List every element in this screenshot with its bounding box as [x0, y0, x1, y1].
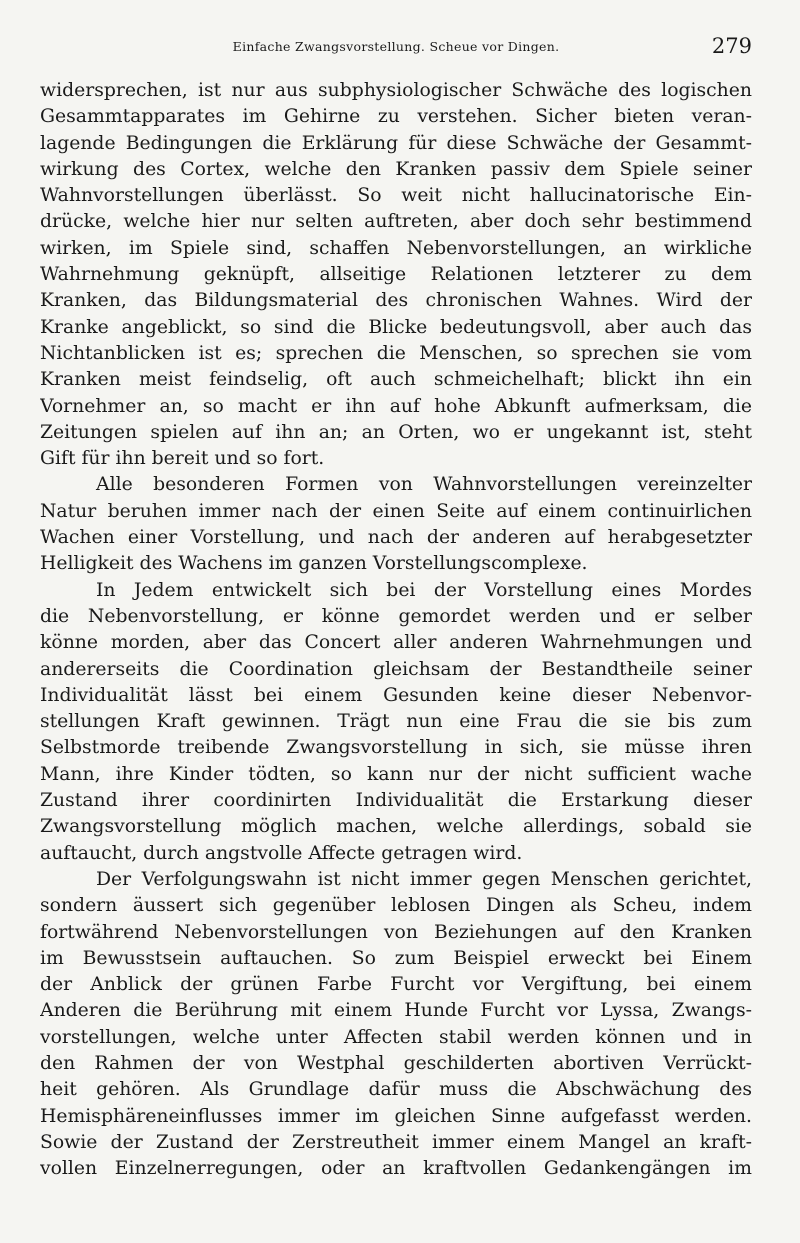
text-line: heit gehören. Als Grundlage dafür muss die Abschwächung des: [40, 1079, 752, 1101]
text-line: könne morden, aber das Concert aller anderen Wahrnehmungen und: [40, 632, 752, 654]
text-line: Wahnvorstellungen überlässt. So weit nicht hallucinatorische Ein-: [40, 185, 752, 207]
text-line: Gift für ihn bereit und so fort.: [40, 448, 325, 470]
text-line: Wachen einer Vorstellung, und nach der anderen auf herabgesetzter: [40, 527, 752, 549]
text-line: wirken, im Spiele sind, schaffen Nebenvorstellungen, an wirkliche: [40, 237, 752, 259]
text-line: wirkung des Cortex, welche den Kranken passiv dem Spiele seiner: [40, 158, 752, 180]
text-line: vorstellungen, welche unter Affecten stabil werden können und in: [40, 1026, 752, 1048]
text-line: Helligkeit des Wachens im ganzen Vorstellungscomplexe.: [40, 553, 588, 575]
text-line: fortwährend Nebenvorstellungen von Beziehungen auf den Kranken: [40, 921, 752, 943]
text-line: drücke, welche hier nur selten auftreten, aber doch sehr bestimmend: [40, 211, 752, 233]
body-text: [40, 78, 752, 1182]
text-line: Wahrnehmung geknüpft, allseitige Relationen letzterer zu dem: [40, 264, 752, 286]
text-line: im Bewusstsein auftauchen. So zum Beispiel erweckt bei Einem: [40, 947, 752, 969]
paragraph-first-line: Alle besonderen Formen von Wahnvorstellungen vereinzelter: [96, 474, 752, 496]
text-line: Kranken, das Bildungsmaterial des chronischen Wahnes. Wird der: [40, 290, 752, 312]
text-line: den Rahmen der von Westphal geschilderten abortiven Verrückt-: [40, 1052, 752, 1074]
paragraph-first-line: In Jedem entwickelt sich bei der Vorstellung eines Mordes: [96, 579, 752, 601]
running-title: Einfache Zwangsvorstellung. Scheue vor Dingen.: [232, 39, 560, 54]
text-line: Zwangsvorstellung möglich machen, welche allerdings, sobald sie: [40, 816, 752, 838]
running-head: [40, 34, 752, 58]
page-number: 279: [711, 34, 752, 58]
text-line: widersprechen, ist nur aus subphysiologischer Schwäche des logischen: [40, 80, 752, 101]
text-line: Individualität lässt bei einem Gesunden keine dieser Nebenvor-: [40, 684, 752, 706]
text-line: stellungen Kraft gewinnen. Trägt nun eine Frau die sie bis zum: [40, 711, 752, 733]
text-line: Zustand ihrer coordinirten Individualität die Erstarkung dieser: [40, 790, 752, 812]
text-line: Hemisphäreneinflusses immer im gleichen Sinne aufgefasst werden.: [40, 1105, 752, 1127]
text-line: lagende Bedingungen die Erklärung für diese Schwäche der Gesammt-: [40, 132, 752, 154]
text-line: andererseits die Coordination gleichsam der Bestandtheile seiner: [40, 658, 752, 680]
text-line: Nichtanblicken ist es; sprechen die Menschen, so sprechen sie vom: [40, 342, 752, 364]
text-line: die Nebenvorstellung, er könne gemordet werden und er selber: [40, 605, 752, 627]
text-line: Mann, ihre Kinder tödten, so kann nur der nicht sufficient wache: [40, 763, 752, 785]
text-line: Anderen die Berührung mit einem Hunde Furcht vor Lyssa, Zwangs-: [40, 1000, 752, 1022]
text-line: Selbstmorde treibende Zwangsvorstellung in sich, sie müsse ihren: [40, 737, 752, 759]
text-line: Zeitungen spielen auf ihn an; an Orten, wo er ungekannt ist, steht: [40, 421, 752, 443]
text-line: Vornehmer an, so macht er ihn auf hohe Abkunft aufmerksam, die: [40, 395, 752, 417]
text-line: Kranken meist feindselig, oft auch schmeichelhaft; blickt ihn ein: [40, 369, 752, 391]
text-line: sondern äussert sich gegenüber leblosen Dingen als Scheu, indem: [40, 895, 752, 917]
text-line: auftaucht, durch angstvolle Affecte getragen wird.: [40, 842, 523, 864]
text-line: Gesammtapparates im Gehirne zu verstehen. Sicher bieten veran-: [40, 106, 752, 128]
text-line: Sowie der Zustand der Zerstreutheit immer einem Mangel an kraft-: [40, 1131, 752, 1153]
text-line: Kranke angeblickt, so sind die Blicke bedeutungsvoll, aber auch das: [40, 316, 752, 338]
text-line: Natur beruhen immer nach der einen Seite auf einem continuirlichen: [40, 500, 752, 522]
text-line: der Anblick der grünen Farbe Furcht vor Vergiftung, bei einem: [40, 974, 752, 996]
paragraph-first-line: Der Verfolgungswahn ist nicht immer gegen Menschen gerichtet,: [96, 868, 752, 890]
text-line: vollen Einzelnerregungen, oder an kraftvollen Gedankengängen im: [40, 1158, 752, 1180]
